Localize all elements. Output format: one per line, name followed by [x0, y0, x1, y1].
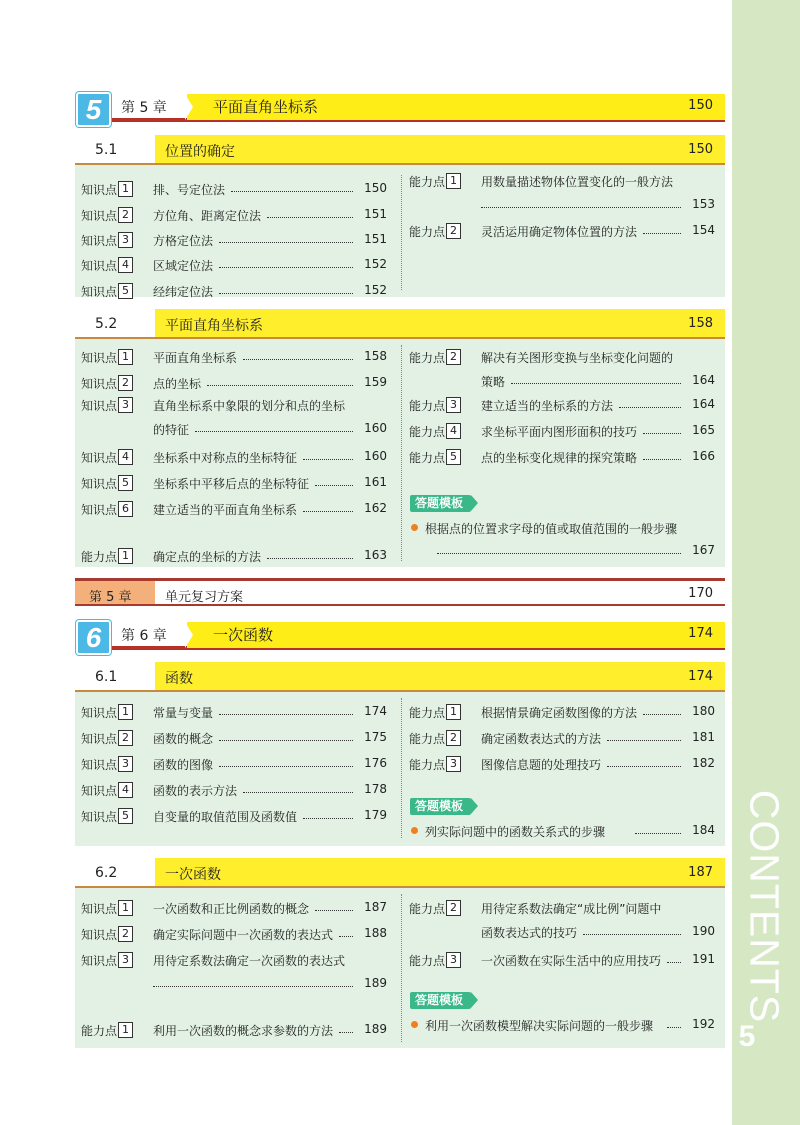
toc-entry[interactable] — [81, 898, 389, 916]
entry-page: 162 — [364, 501, 387, 515]
entry-title: 坐标系中对称点的坐标特征 — [153, 451, 298, 465]
entry-page: 181 — [692, 730, 715, 744]
entry-tag: 能力点 5 — [409, 449, 461, 466]
entry-page: 160 — [364, 421, 387, 435]
toc-entry[interactable] — [409, 395, 717, 413]
section-5-2 — [75, 309, 725, 567]
section-header[interactable] — [75, 858, 725, 888]
toc-entry[interactable] — [81, 806, 389, 824]
entry-tag: 知识点 2 — [81, 207, 133, 224]
dot-leader — [267, 558, 353, 559]
entry-tag: 能力点 1 — [81, 548, 133, 565]
toc-entry[interactable] — [81, 395, 389, 437]
entry-tag: 能力点 1 — [81, 1022, 133, 1039]
entry-page: 187 — [364, 900, 387, 914]
section-header[interactable] — [75, 662, 725, 692]
section-6-1 — [75, 662, 725, 846]
column-divider — [401, 698, 402, 838]
entry-number-box: 4 — [118, 257, 133, 273]
toc-entry[interactable] — [81, 754, 389, 772]
entry-number-box: 1 — [118, 1022, 133, 1038]
section-title: 平面直角坐标系 — [165, 318, 263, 334]
section-page: 150 — [688, 142, 713, 157]
dot-leader — [607, 766, 681, 767]
section-title: 位置的确定 — [165, 144, 235, 160]
entry-title: 用待定系数法确定“成比例”问题中 — [481, 902, 662, 916]
answer-template-tag: 答题模板 — [410, 992, 471, 1009]
entry-tag: 能力点 4 — [409, 423, 461, 440]
entry-page: 174 — [364, 704, 387, 718]
entry-title: 函数的图像 — [153, 758, 214, 772]
chapter-page: 174 — [688, 626, 713, 641]
toc-entry[interactable] — [81, 230, 389, 248]
entry-tag: 能力点 3 — [409, 397, 461, 414]
template-entry[interactable]: 列实际问题中的函数关系式的步骤 184 — [425, 823, 715, 839]
contents-vertical-word: CONTENTS — [741, 789, 788, 1023]
chapter-6-header[interactable] — [75, 620, 725, 653]
chapter-label: 第 6 章 — [121, 628, 167, 644]
entry-number-box: 5 — [118, 475, 133, 491]
entry-page: 159 — [364, 375, 387, 389]
column-divider — [401, 175, 402, 290]
section-number: 6.1 — [95, 669, 118, 685]
entry-title: 根据情景确定函数图像的方法 — [481, 706, 638, 720]
entry-page: 179 — [364, 808, 387, 822]
entry-number-box: 3 — [446, 397, 461, 413]
entry-number-box: 1 — [118, 548, 133, 564]
dot-leader — [643, 433, 681, 434]
entry-tag: 知识点 5 — [81, 283, 133, 300]
entry-tag: 知识点 4 — [81, 782, 133, 799]
entry-number-box: 3 — [118, 756, 133, 772]
dot-leader — [607, 740, 681, 741]
dot-leader — [219, 766, 353, 767]
section-title: 函数 — [165, 671, 193, 687]
entry-number-box: 2 — [118, 207, 133, 223]
entry-page: 190 — [692, 924, 715, 938]
toc-entry[interactable] — [409, 702, 717, 720]
entry-tag: 知识点 2 — [81, 375, 133, 392]
toc-entry[interactable] — [81, 255, 389, 273]
dot-leader — [481, 207, 681, 208]
template-entry-page-line[interactable]: 167 — [425, 541, 720, 559]
answer-template-tag: 答题模板 — [410, 495, 471, 512]
toc-entry[interactable] — [81, 373, 389, 391]
entry-title-cont: 的特征 — [153, 423, 190, 437]
entry-page: 182 — [692, 756, 715, 770]
review-label: 第 5 章 — [89, 590, 132, 605]
toc-entry[interactable] — [81, 1020, 389, 1038]
entry-tag: 知识点 6 — [81, 501, 133, 518]
entry-title-cont: 函数表达式的技巧 — [481, 926, 578, 940]
entry-title: 方格定位法 — [153, 234, 214, 248]
entry-tag: 知识点 5 — [81, 808, 133, 825]
entry-tag: 知识点 1 — [81, 349, 133, 366]
entry-page: 189 — [364, 1022, 387, 1036]
answer-template-tag: 答题模板 — [410, 798, 471, 815]
entry-title: 直角坐标系中象限的划分和点的坐标 — [153, 399, 346, 413]
entry-title: 用数量描述物体位置变化的一般方法 — [481, 175, 674, 189]
toc-entry[interactable] — [81, 702, 389, 720]
entry-number-box: 1 — [446, 704, 461, 720]
entry-number-box: 2 — [118, 730, 133, 746]
entry-number-box: 1 — [446, 173, 461, 189]
entry-number-box: 3 — [118, 232, 133, 248]
dot-leader — [667, 962, 681, 963]
entry-page: 150 — [364, 181, 387, 195]
entry-tag: 知识点 3 — [81, 952, 133, 969]
entry-tag: 能力点 3 — [409, 756, 461, 773]
entry-title: 建立适当的平面直角坐标系 — [153, 503, 298, 517]
entry-page: 152 — [364, 283, 387, 297]
entry-number-box: 2 — [118, 375, 133, 391]
entry-title: 一次函数和正比例函数的概念 — [153, 902, 310, 916]
dot-leader — [643, 459, 681, 460]
entry-title: 用待定系数法确定一次函数的表达式 — [153, 954, 346, 968]
entry-title: 解决有关图形变换与坐标变化问题的 — [481, 351, 674, 365]
entry-title: 确定实际问题中一次函数的表达式 — [153, 928, 334, 942]
dot-leader — [643, 233, 681, 234]
toc-entry[interactable] — [409, 221, 717, 239]
entry-page: 152 — [364, 257, 387, 271]
section-title: 一次函数 — [165, 867, 221, 883]
entry-page: 164 — [692, 373, 715, 387]
dot-leader — [207, 385, 353, 386]
entry-page: 153 — [692, 197, 715, 211]
dot-leader — [583, 934, 681, 935]
entry-tag: 知识点 5 — [81, 475, 133, 492]
toc-entry[interactable] — [409, 447, 717, 465]
entry-title: 函数的概念 — [153, 732, 214, 746]
chapter-number-badge: 6 — [76, 620, 111, 655]
entry-page: 158 — [364, 349, 387, 363]
entry-number-box: 2 — [446, 349, 461, 365]
entry-page: 180 — [692, 704, 715, 718]
toc-entry[interactable] — [81, 924, 389, 942]
section-header[interactable] — [75, 309, 725, 339]
entry-number-box: 2 — [446, 223, 461, 239]
entry-page: 151 — [364, 232, 387, 246]
entry-number-box: 2 — [118, 926, 133, 942]
template-entry[interactable]: 根据点的位置求字母的值或取值范围的一般步骤 — [425, 522, 678, 536]
section-page: 174 — [688, 669, 713, 684]
toc-entry[interactable] — [409, 421, 717, 439]
toc-entry[interactable] — [81, 179, 389, 197]
section-page: 187 — [688, 865, 713, 880]
chapter-5-review[interactable] — [75, 578, 725, 606]
entry-title: 建立适当的坐标系的方法 — [481, 399, 614, 413]
toc-entry[interactable] — [409, 950, 717, 968]
entry-number-box: 1 — [118, 349, 133, 365]
bullet-dot-icon — [411, 827, 418, 834]
entry-number-box: 1 — [118, 900, 133, 916]
dot-leader — [303, 511, 353, 512]
section-5-1 — [75, 135, 725, 297]
entry-tag: 能力点 2 — [409, 730, 461, 747]
entry-tag: 知识点 2 — [81, 730, 133, 747]
entry-tag: 知识点 2 — [81, 926, 133, 943]
entry-page: 163 — [364, 548, 387, 562]
entry-title: 平面直角坐标系 — [153, 351, 238, 365]
bullet-dot-icon — [411, 524, 418, 531]
entry-tag: 知识点 1 — [81, 181, 133, 198]
entry-tag: 知识点 3 — [81, 756, 133, 773]
entry-title: 排、号定位法 — [153, 183, 226, 197]
entry-title: 利用一次函数的概念求参数的方法 — [153, 1024, 334, 1038]
dot-leader — [231, 191, 353, 192]
toc-entry[interactable] — [81, 780, 389, 798]
entry-number-box: 2 — [446, 730, 461, 746]
entry-number-box: 4 — [118, 449, 133, 465]
chapter-label: 第 5 章 — [121, 100, 167, 116]
entry-tag: 能力点 2 — [409, 223, 461, 240]
chapter-page: 150 — [688, 98, 713, 113]
entry-title: 经纬定位法 — [153, 285, 214, 299]
section-header[interactable] — [75, 135, 725, 165]
dot-leader — [619, 407, 681, 408]
toc-entry[interactable] — [409, 754, 717, 772]
section-6-2 — [75, 858, 725, 1048]
dot-leader — [315, 910, 353, 911]
chapter-5-header[interactable] — [75, 92, 725, 125]
entry-title: 确定点的坐标的方法 — [153, 550, 262, 564]
entry-number-box: 5 — [446, 449, 461, 465]
chapter-title: 一次函数 — [213, 626, 274, 644]
dot-leader — [303, 459, 353, 460]
entry-number-box: 3 — [446, 756, 461, 772]
entry-tag: 能力点 3 — [409, 952, 461, 969]
toc-entry[interactable] — [81, 950, 389, 990]
dot-leader — [195, 431, 353, 432]
entry-page: 188 — [364, 926, 387, 940]
section-number: 5.2 — [95, 316, 118, 332]
entry-tag: 知识点 3 — [81, 232, 133, 249]
page-number: 5 — [738, 1020, 756, 1053]
section-page: 158 — [688, 316, 713, 331]
entry-title: 坐标系中平移后点的坐标特征 — [153, 477, 310, 491]
dot-leader — [219, 714, 353, 715]
entry-number-box: 4 — [118, 782, 133, 798]
template-entry[interactable]: 利用一次函数模型解决实际问题的一般步骤 192 — [425, 1017, 715, 1033]
entry-page: 175 — [364, 730, 387, 744]
entry-title: 点的坐标变化规律的探究策略 — [481, 451, 638, 465]
entry-title: 求坐标平面内图形面积的技巧 — [481, 425, 638, 439]
column-divider — [401, 345, 402, 561]
entry-number-box: 1 — [118, 704, 133, 720]
entry-page: 160 — [364, 449, 387, 463]
entry-number-box: 5 — [118, 283, 133, 299]
entry-number-box: 3 — [118, 952, 133, 968]
dot-leader — [339, 936, 353, 937]
entry-page: 191 — [692, 952, 715, 966]
dot-leader — [511, 383, 681, 384]
dot-leader — [315, 485, 353, 486]
toc-entry[interactable] — [81, 205, 389, 223]
dot-leader — [219, 293, 353, 294]
entry-page: 189 — [364, 976, 387, 990]
section-number: 6.2 — [95, 865, 118, 881]
chapter-number-badge: 5 — [76, 92, 111, 127]
entry-title: 常量与变量 — [153, 706, 214, 720]
entry-tag: 能力点 1 — [409, 173, 461, 190]
dot-leader — [219, 242, 353, 243]
dot-leader — [267, 217, 353, 218]
entry-title: 确定函数表达式的方法 — [481, 732, 602, 746]
entry-page: 164 — [692, 397, 715, 411]
entry-number-box: 4 — [446, 423, 461, 439]
entry-tag: 知识点 1 — [81, 704, 133, 721]
chapter-arrow-notch — [185, 622, 193, 648]
toc-entry[interactable] — [409, 171, 717, 211]
dot-leader — [339, 1032, 353, 1033]
entry-title: 一次函数在实际生活中的应用技巧 — [481, 954, 662, 968]
entry-page: 151 — [364, 207, 387, 221]
entry-number-box: 2 — [446, 900, 461, 916]
entry-page: 166 — [692, 449, 715, 463]
dot-leader — [153, 986, 353, 987]
entry-number-box: 3 — [446, 952, 461, 968]
entry-title: 图像信息题的处理技巧 — [481, 758, 602, 772]
dot-leader — [219, 267, 353, 268]
entry-title-cont: 策略 — [481, 375, 506, 389]
entry-tag: 知识点 4 — [81, 449, 133, 466]
entry-title: 函数的表示方法 — [153, 784, 238, 798]
toc-entry[interactable] — [409, 898, 717, 940]
entry-tag: 能力点 2 — [409, 349, 461, 366]
entry-title: 自变量的取值范围及函数值 — [153, 810, 298, 824]
review-page: 170 — [688, 586, 713, 601]
column-divider — [401, 894, 402, 1042]
entry-page: 178 — [364, 782, 387, 796]
dot-leader — [243, 792, 353, 793]
entry-page: 154 — [692, 223, 715, 237]
entry-tag: 能力点 2 — [409, 900, 461, 917]
entry-page: 165 — [692, 423, 715, 437]
dot-leader — [219, 740, 353, 741]
entry-title: 点的坐标 — [153, 377, 202, 391]
entry-title: 方位角、距离定位法 — [153, 209, 262, 223]
dot-leader — [303, 818, 353, 819]
dot-leader — [643, 714, 681, 715]
entry-page: 176 — [364, 756, 387, 770]
toc-entry[interactable] — [81, 447, 389, 465]
entry-tag: 知识点 1 — [81, 900, 133, 917]
toc-entry[interactable] — [81, 281, 389, 299]
entry-tag: 知识点 4 — [81, 257, 133, 274]
review-title: 单元复习方案 — [165, 590, 244, 605]
chapter-title: 平面直角坐标系 — [213, 98, 319, 116]
entry-tag: 知识点 3 — [81, 397, 133, 414]
toc-entry[interactable] — [81, 728, 389, 746]
dot-leader — [243, 359, 353, 360]
entry-number-box: 6 — [118, 501, 133, 517]
bullet-dot-icon — [411, 1021, 418, 1028]
toc-entry[interactable] — [409, 728, 717, 746]
toc-entry[interactable] — [81, 499, 389, 517]
entry-number-box: 1 — [118, 181, 133, 197]
section-number: 5.1 — [95, 142, 118, 158]
entry-title: 区域定位法 — [153, 259, 214, 273]
entry-page: 161 — [364, 475, 387, 489]
toc-entry[interactable] — [81, 347, 389, 365]
entry-number-box: 5 — [118, 808, 133, 824]
entry-tag: 能力点 1 — [409, 704, 461, 721]
toc-entry[interactable] — [81, 546, 389, 564]
chapter-arrow-notch — [185, 94, 193, 120]
entry-number-box: 3 — [118, 397, 133, 413]
toc-entry[interactable] — [81, 473, 389, 491]
toc-entry[interactable] — [409, 347, 717, 389]
entry-title: 灵活运用确定物体位置的方法 — [481, 225, 638, 239]
